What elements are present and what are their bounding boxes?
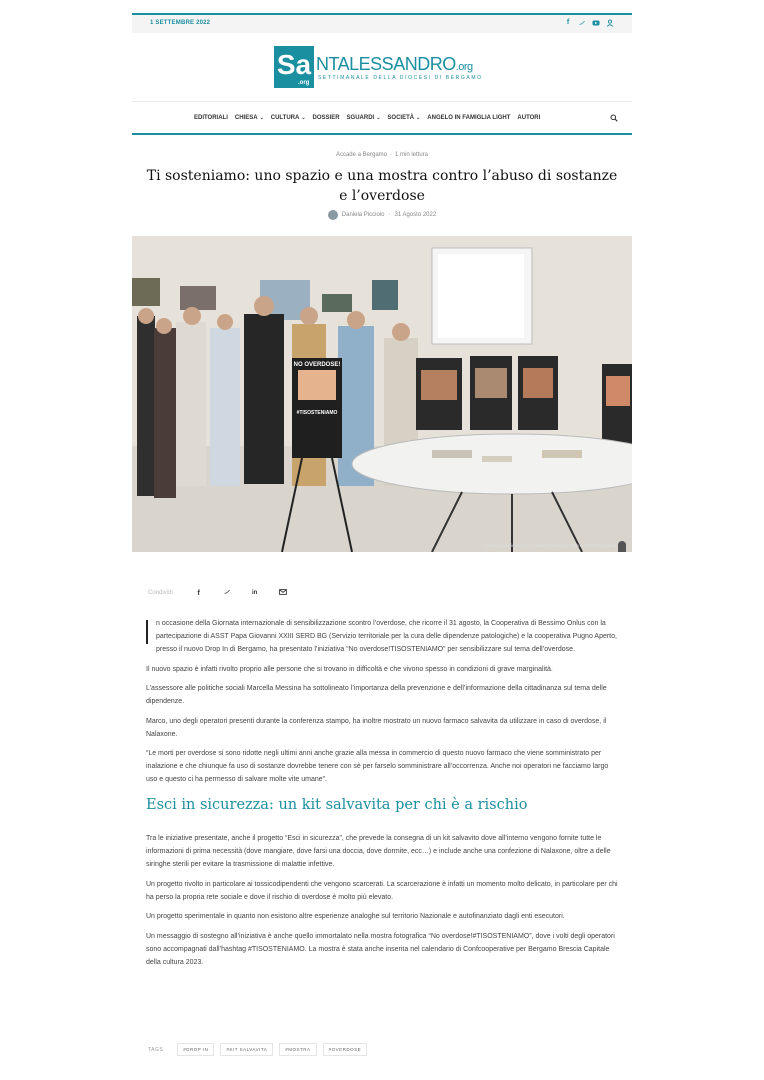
article-subheading: Esci in sicurezza: un kit salvavita per chi è a rischio	[146, 797, 528, 813]
article-paragraph: Un progetto sperimentale in quanto non esistono altre esperienze analoghe sul territorio Nazionale e autofinanziato dagli enti esecutori.	[146, 913, 565, 920]
nav-item-label: CULTURA	[270, 115, 300, 121]
tags-row	[148, 1043, 367, 1056]
nav-item-editoriali[interactable]	[194, 115, 228, 121]
author-avatar[interactable]	[328, 210, 338, 220]
chevron-down-icon: ⌄	[301, 115, 306, 121]
nav-item-società[interactable]	[387, 115, 420, 121]
linkedin-icon[interactable]: in	[252, 590, 258, 596]
poster-hashtag: #TISOSTENIAMO	[296, 410, 338, 416]
article-paragraph: “Le morti per overdose si sono ridotte negli ultimi anni anche grazie alla messa in commercio di questo nuovo farmaco che viene somministrato per inalazione e che chiunque fa uso di sostanze dovrebbe tenere con sè per farselo somministrare all’occorrenza. Anche noi operatori ne facciamo largo uso e questo ci ha permesso di salvare molte vite umane”.	[146, 750, 609, 783]
tag-link[interactable]: #KIT SALVAVITA	[220, 1043, 273, 1056]
tag-link[interactable]: #OVERDOSE	[323, 1043, 368, 1056]
logo-tagline: SETTIMANALE DELLA DIOCESI DI BERGAMO	[318, 75, 483, 81]
article-paragraph: Tra le iniziative presentate, anche il progetto “Esci in sicurezza”, che prevede la consegna di un kit salvavito dove all’interno vengono fornite tutte le informazioni di prima necessità (dove mangiare, dove farsi una doccia, dove dormite, ecc…) e include anche una confezione di Nalaxone, oltre a delle siringhe sterili per evitare la trasmissione di malattie infettive.	[146, 835, 611, 868]
nav-item-cultura[interactable]	[271, 115, 306, 121]
user-icon[interactable]	[606, 19, 614, 27]
nav-item-autori[interactable]	[517, 115, 540, 121]
nav-list	[194, 115, 540, 121]
logo-mark-sub: .org	[298, 80, 310, 86]
article-paragraph: Il nuovo spazio è infatti rivolto proprio alle persone che si trovano in difficoltà e che vivono spesso in condizioni di grave marginalità.	[146, 665, 553, 673]
nav-item-label: ANGELO IN FAMIGLIA LIGHT	[427, 115, 511, 121]
chevron-down-icon: ⌄	[416, 115, 421, 121]
nav-item-sguardi[interactable]	[347, 115, 381, 121]
article-paragraph	[146, 617, 618, 656]
article-title: Ti sosteniamo: uno spazio e una mostra contro l’abuso di sostanze e l’overdose	[146, 168, 618, 204]
article-date: 31 Agosto 2022	[394, 212, 437, 218]
drop-cap	[146, 620, 148, 644]
nav-item-angelo-in-famiglia-light[interactable]	[427, 115, 510, 121]
article-meta: Accade a Bergamo · 1 min lettura	[335, 152, 429, 158]
twitter-icon[interactable]	[578, 19, 586, 27]
nav-item-label: DOSSIER	[312, 115, 340, 121]
article-paragraph: L’assessore alle politiche sociali Marcella Messina ha sottolineato l’importanza della prevenzione e dell’informazione della cittadinanza sul tema delle dipendenze.	[146, 685, 607, 705]
author-name[interactable]: Daniela Picciolo	[341, 212, 385, 218]
byline: Daniela Picciolo · 31 Agosto 2022	[132, 210, 632, 220]
tag-link[interactable]: #MOSTRA	[279, 1043, 316, 1056]
tag-link[interactable]: #DROP IN	[177, 1043, 214, 1056]
article-category[interactable]: Accade a Bergamo	[335, 152, 387, 158]
chevron-down-icon: ⌄	[376, 115, 381, 121]
top-bar	[132, 13, 632, 33]
nav-item-chiesa[interactable]	[235, 115, 264, 121]
article-paragraph: Un progetto rivolto in particolare ai tossicodipendenti che vengono scarcerati. La scarcerazione è infatti un momento molto delicato, in particolare per chi ha perso la propria rete sociale e dove il rischio di overdose è molto più elevato.	[146, 880, 618, 901]
search-icon[interactable]	[610, 114, 618, 124]
article-paragraph: Un messaggio di sostegno all’iniziativa è anche quello immortalato nella mostra fotografica “No overdose!#TISOSTENIAMO”, dove i volti degli operatori sono accompagnati dall’hashtag #TISOSTENIAMO. La mostra è stata anche inserita nel calendario di Confcooperative per Bergamo Brescia Capitale della cultura 2023.	[146, 932, 615, 966]
nav-item-label: AUTORI	[517, 115, 541, 121]
youtube-icon[interactable]	[592, 19, 600, 27]
hero-image	[132, 236, 632, 552]
logo-name-text: NTALESSANDRO	[316, 54, 456, 74]
logo-suffix: .org	[455, 61, 473, 73]
poster-title: NO OVERDOSE!	[293, 362, 341, 368]
article-body	[146, 617, 618, 975]
nav-item-label: SOCIETÀ	[387, 115, 415, 121]
social-icons	[564, 19, 614, 27]
nav-item-dossier[interactable]	[313, 115, 340, 121]
nav-item-label: CHIESA	[234, 115, 258, 121]
logo-name	[316, 54, 473, 75]
main-nav	[132, 101, 632, 135]
tags-label: TAGS	[148, 1046, 164, 1053]
logo-mark: Sa	[274, 46, 314, 88]
site-logo[interactable]	[274, 46, 494, 92]
chevron-down-icon: ⌄	[259, 115, 264, 121]
facebook-icon[interactable]: f	[197, 589, 200, 597]
share-bar	[148, 588, 307, 598]
share-label: Condividi	[148, 590, 173, 596]
paragraph-text: n occasione della Giornata internazionale di sensibilizzazione scontro l’overdose, che ricorre il 31 agosto, la Cooperativa di Bessimo Onlus con la partecipazione di ASST Papa Giovanni XXIII SERD BG (Servizio territoriale per la cura delle dipendenze patologiche) e la cooperativa Pugno Aperto, presso il nuovo Drop In di Bergamo, ha presentato l’iniziativa “No overdose!TISOSTENIAMO” per sensibilizzare sul tema dell’overdose.	[156, 620, 617, 653]
facebook-icon[interactable]: f	[566, 19, 570, 26]
article-paragraph: Marco, uno degli operatori presenti durante la conferenza stampo, ha inoltre mostrato un nuovo farmaco salvavita da utilizzare in caso di overdose, il Nalaxone.	[146, 717, 607, 738]
read-time: 1 min lettura	[395, 152, 429, 158]
nav-item-label: EDITORIALI	[194, 115, 228, 121]
page	[132, 13, 632, 1080]
current-date: 1 SETTEMBRE 2022	[150, 20, 211, 26]
twitter-icon[interactable]	[223, 588, 231, 598]
email-icon[interactable]	[279, 588, 287, 598]
nav-item-label: SGUARDI	[346, 115, 375, 121]
scroll-indicator[interactable]	[618, 541, 626, 552]
image-caption: Il nuovo spazio Drop In e alcune immagini della mostra fotografica	[484, 543, 616, 548]
